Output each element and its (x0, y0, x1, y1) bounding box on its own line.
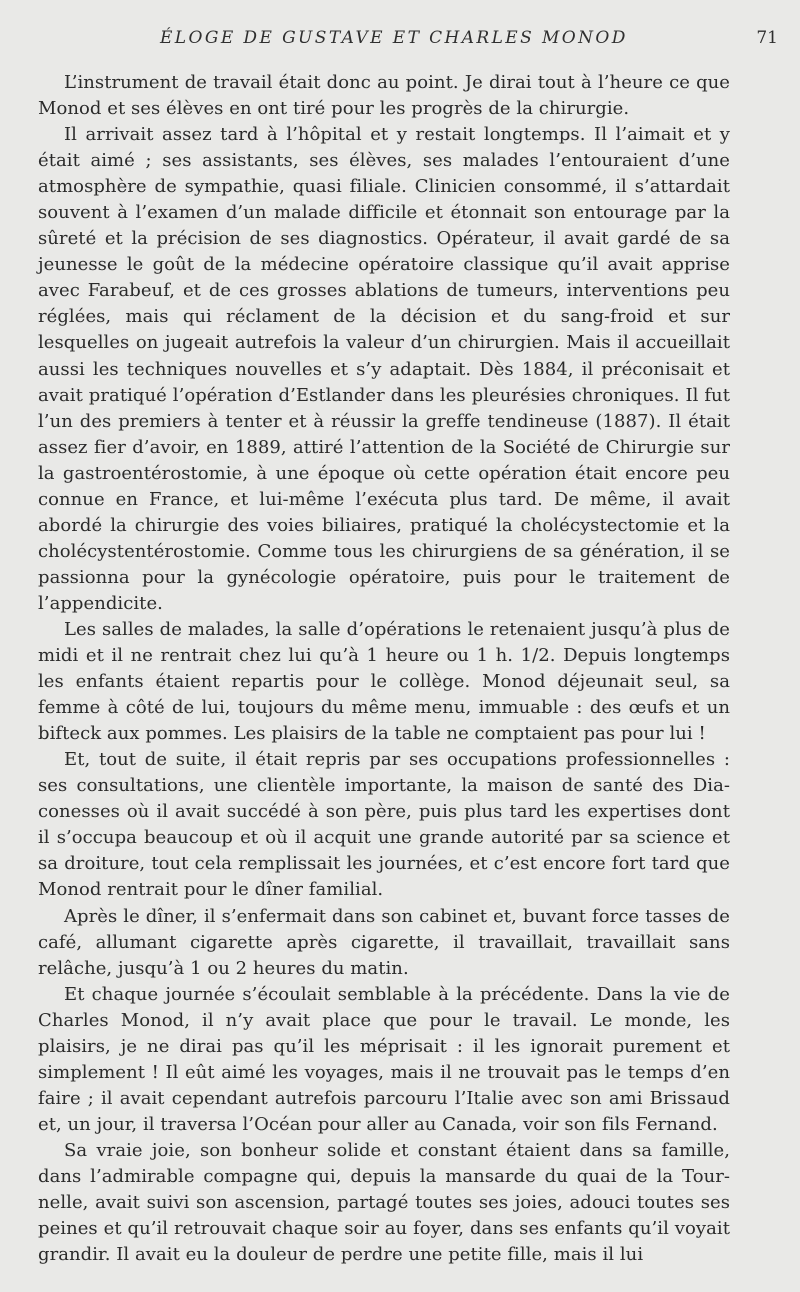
running-head (0, 28, 800, 52)
page-number: 71 (756, 28, 778, 48)
paragraph-2: Il arrivait assez tard à l’hôpital et y restait longtemps. Il l’aimait et y était aimé ; ses assistants, ses élèves, ses malades l’entouraient d’une atmosphère de sympathie, quasi filiale. Clinicien consommé, il s’attardait souvent à l’examen d’un malade difficile et étonnait son entourage par la sûreté et la précision de ses diagnostics. Opérateur, il avait gardé de sa jeunesse le goût de la médecine opératoire classique qu’il avait apprise avec Farabeuf, et de ces grosses ablations de tumeurs, interventions peu réglées, mais qui réclament de la décision et du sang-froid et sur lesquelles on jugeait autrefois la valeur d’un chirurgien. Mais il accueillait aussi les techniques nouvelles et s’y adaptait. Dès 1884, il préconisait et avait pratiqué l’opération d’Estlander dans les pleurésies chroniques. Il fut l’un des premiers à tenter et à réussir la greffe tendineuse (1887). Il était assez fier d’avoir, en 1889, attiré l’attention de la Société de Chirurgie sur la gastroentérostomie, à une époque où cette opération était encore peu connue en France, et lui-même l’exécuta plus tard. De même, il avait abordé la chirurgie des voies biliaires, pratiqué la cholécystectomie et la cholécystentérostomie. Comme tous les chirurgiens de sa génération, il se passionna pour la gynécologie opératoire, puis pour le traitement de l’appendicite. (38, 124, 730, 614)
paragraph-5: Après le dîner, il s’enfermait dans son cabinet et, buvant force tasses de café, allumant cigarette après cigarette, il travaillait, travaillait sans relâche, jusqu’à 1 ou 2 heures du matin. (38, 905, 730, 979)
paragraph-3: Les salles de malades, la salle d’opérations le retenaient jusqu’à plus de midi et il ne rentrait chez lui qu’à 1 heure ou 1 h. 1/2. Depuis longtemps les enfants étaient repartis pour le collège. Monod déjeunait seul, sa femme à côté de lui, toujours du même menu, immuable : des œufs et un bifteck aux pommes. Les plaisirs de la table ne comptaient pas pour lui ! (38, 618, 730, 745)
body-text (38, 70, 730, 1268)
paragraph-6: Et chaque journée s’écoulait semblable à la précédente. Dans la vie de Charles Monod, il n’y avait place que pour le travail. Le monde, les plaisirs, je ne dirai pas qu’il les méprisait : il les ignorait purement et simplement ! Il eût aimé les voyages, mais il ne trouvait pas le temps d’en faire ; il avait cependant autrefois parcouru l’Italie avec son ami Brissaud et, un jour, il traversa l’Océan pour aller au Canada, voir son fils Fernand. (38, 983, 730, 1135)
running-title: ÉLOGE DE GUSTAVE ET CHARLES MONOD (160, 28, 628, 48)
paragraph-1: L’instrument de travail était donc au point. Je dirai tout à l’heure ce que Monod et ses élèves en ont tiré pour les progrès de la chirurgie. (38, 72, 730, 120)
paragraph-4: Et, tout de suite, il était repris par ses occupations professionnelles : ses consultations, une clientèle importante, la maison de santé des Diaconesses où il avait succédé à son père, puis plus tard les expertises dont il s’occupa beaucoup et où il acquit une grande autorité par sa science et sa droiture, tout cela remplissait les journées, et c’est encore fort tard que Monod rentrait pour le dîner familial. (38, 749, 730, 901)
paragraph-7: Sa vraie joie, son bonheur solide et constant étaient dans sa famille, dans l’admirable compagne qui, depuis la mansarde du quai de la Tournelle, avait suivi son ascension, partagé toutes ses joies, adouci toutes ses peines et qu’il retrouvait chaque soir au foyer, dans ses enfants qu’il voyait grandir. Il avait eu la douleur de perdre une petite fille, mais il lui (38, 1139, 730, 1266)
